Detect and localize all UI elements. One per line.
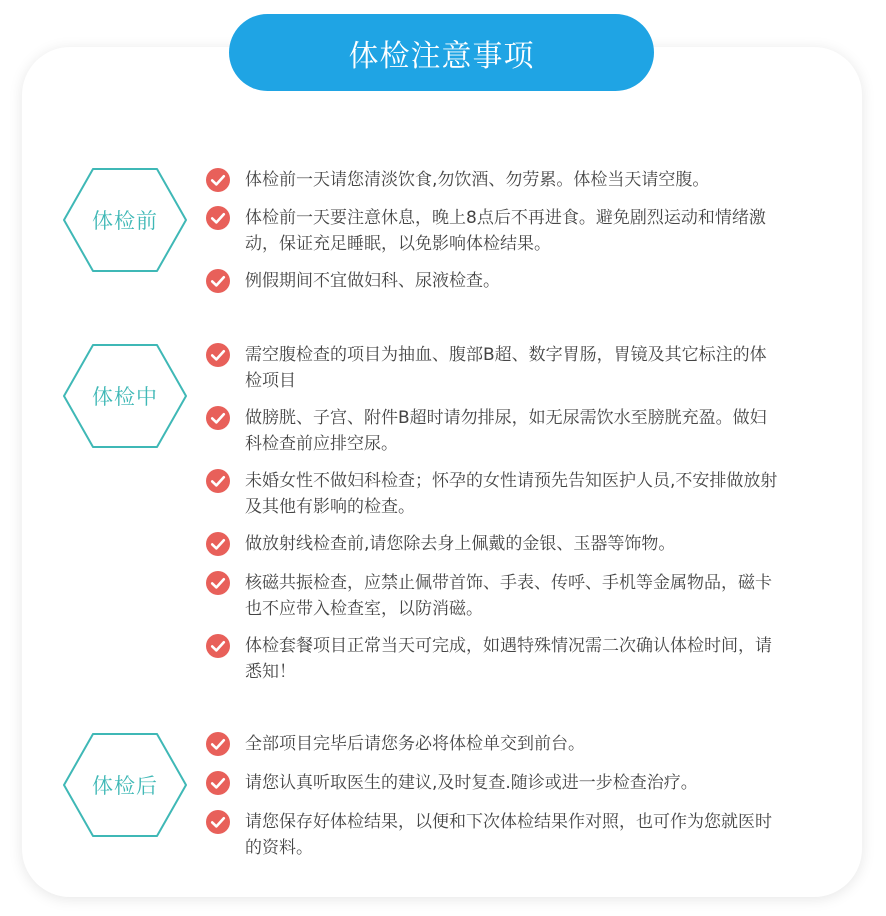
item-text: 体检套餐项目正常当天可完成，如遇特殊情况需二次确认体检时间，请悉知！ xyxy=(245,636,772,682)
item-text: 做膀胱、子宫、附件B超时请勿排尿，如无尿需饮水至膀胱充盈。做妇科检查前应排空尿。 xyxy=(245,408,767,454)
check-circle-icon xyxy=(206,469,230,493)
item-text: 例假期间不宜做妇科、尿液检查。 xyxy=(245,271,500,291)
item-text: 未婚女性不做妇科检查；怀孕的女性请预先告知医护人员,不安排做放射及其他有影响的检查。 xyxy=(245,471,778,517)
item-text: 体检前一天请您清淡饮食,勿饮酒、勿劳累。体检当天请空腹。 xyxy=(245,170,710,190)
check-circle-icon xyxy=(206,269,230,293)
check-circle-icon xyxy=(206,406,230,430)
item-text: 做放射线检查前,请您除去身上佩戴的金银、玉器等饰物。 xyxy=(245,534,676,554)
item-text: 请您保存好体检结果，以便和下次体检结果作对照，也可作为您就医时的资料。 xyxy=(245,812,772,858)
check-circle-icon xyxy=(206,771,230,795)
section-badge-during xyxy=(62,343,188,449)
section-label: 体检后 xyxy=(92,774,158,798)
check-circle-icon xyxy=(206,343,230,367)
check-circle-icon xyxy=(206,732,230,756)
item-text: 请您认真听取医生的建议,及时复查.随诊或进一步检查治疗。 xyxy=(245,773,698,793)
page-title: 体检注意事项 xyxy=(229,14,654,91)
check-circle-icon xyxy=(206,571,230,595)
check-circle-icon xyxy=(206,810,230,834)
item-text: 核磁共振检查，应禁止佩带首饰、手表、传呼、手机等金属物品，磁卡也不应带入检查室，以防消磁。 xyxy=(245,573,772,619)
section-label: 体检中 xyxy=(92,385,158,409)
check-circle-icon xyxy=(206,168,230,192)
check-circle-icon xyxy=(206,206,230,230)
section-label: 体检前 xyxy=(92,209,158,233)
item-text: 需空腹检查的项目为抽血、腹部B超、数字胃肠，胃镜及其它标注的体检项目 xyxy=(245,345,767,391)
item-text: 全部项目完毕后请您务必将体检单交到前台。 xyxy=(245,734,585,754)
item-text: 体检前一天要注意休息，晚上8点后不再进食。避免剧烈运动和情绪激动，保证充足睡眠，以免影响体检结果。 xyxy=(245,208,766,254)
check-circle-icon xyxy=(206,634,230,658)
check-circle-icon xyxy=(206,532,230,556)
section-badge-after xyxy=(62,732,188,838)
section-badge-before xyxy=(62,167,188,273)
